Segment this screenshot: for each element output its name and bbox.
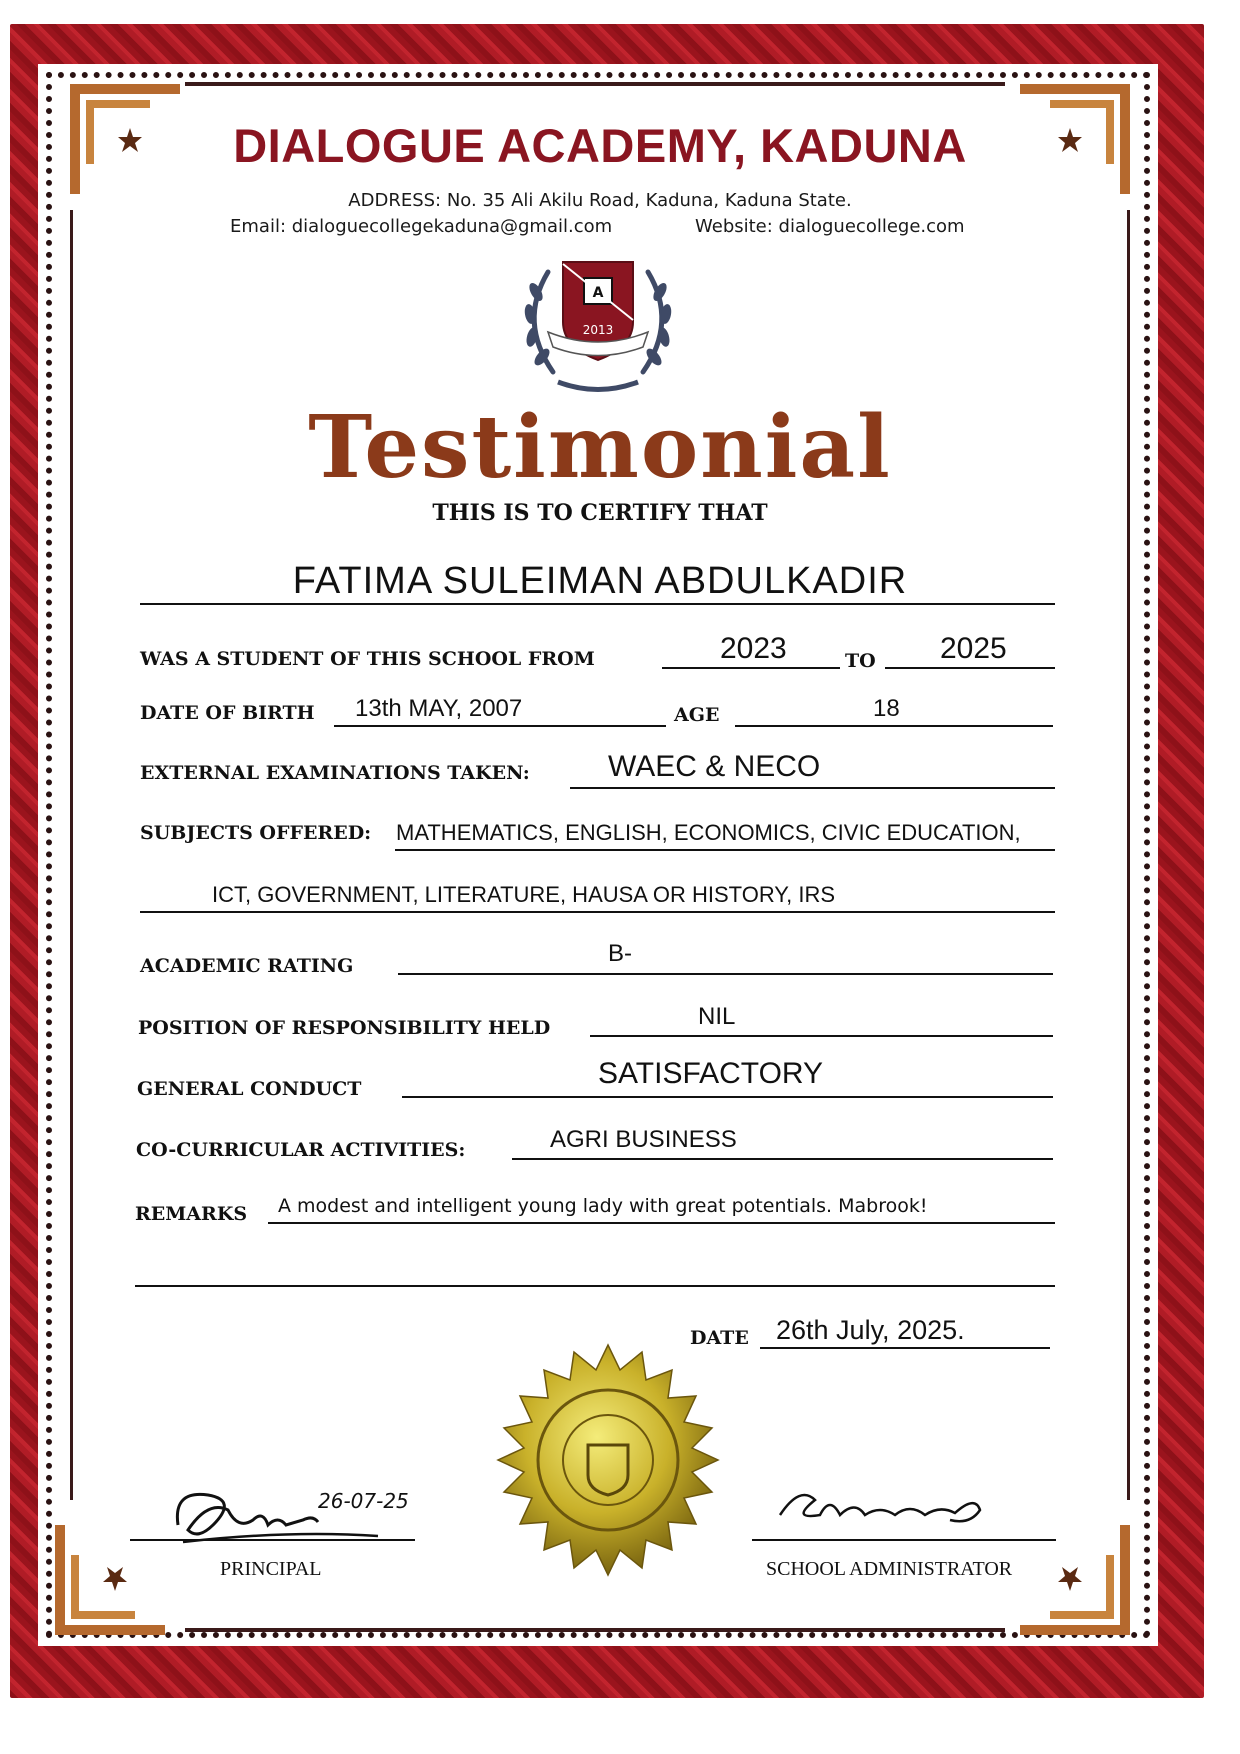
remarks-line-1	[268, 1222, 1055, 1224]
position-line	[590, 1035, 1053, 1037]
top-rule	[185, 82, 1005, 86]
crest-monogram: A	[592, 285, 604, 301]
subjects-value-line-2: ICT, GOVERNMENT, LITERATURE, HAUSA OR HISTORY, IRS	[212, 882, 836, 907]
from-year-value: 2023	[720, 632, 787, 665]
position-value: NIL	[698, 1003, 736, 1030]
administrator-signature	[770, 1475, 1000, 1535]
student-from-label: WAS A STUDENT OF THIS SCHOOL FROM	[140, 648, 595, 670]
date-value: 26th July, 2025.	[776, 1315, 965, 1345]
age-label: AGE	[674, 704, 720, 726]
to-label: TO	[845, 650, 876, 672]
corner-ornament-bottom-right	[1010, 1515, 1130, 1635]
student-name: FATIMA SULEIMAN ABDULKADIR	[292, 560, 908, 602]
admin-signature-line	[752, 1539, 1056, 1541]
dob-label: DATE OF BIRTH	[140, 702, 315, 724]
school-crest-logo	[508, 252, 688, 402]
rating-line	[398, 973, 1053, 975]
subjects-label: SUBJECTS OFFERED:	[140, 822, 372, 844]
rating-value: B-	[608, 940, 632, 967]
right-rule	[1127, 210, 1130, 1500]
remarks-line-2	[135, 1285, 1055, 1287]
student-name-line	[140, 603, 1055, 605]
bottom-rule	[185, 1628, 1005, 1632]
dob-line	[334, 725, 666, 727]
crest-year: 2013	[582, 323, 614, 337]
cocurricular-line	[512, 1158, 1053, 1160]
school-address: ADDRESS: No. 35 Ali Akilu Road, Kaduna, Kaduna State.	[348, 190, 852, 211]
cocurricular-label: CO-CURRICULAR ACTIVITIES:	[136, 1139, 466, 1161]
remarks-label: REMARKS	[135, 1203, 248, 1225]
principal-label: PRINCIPAL	[220, 1558, 322, 1580]
subjects-line-1	[395, 849, 1055, 851]
date-label: DATE	[690, 1327, 749, 1349]
principal-signature	[168, 1470, 448, 1550]
school-email: Email: dialoguecollegekaduna@gmail.com	[230, 216, 613, 237]
admin-label: SCHOOL ADMINISTRATOR	[766, 1558, 1013, 1580]
principal-signature-date: 26-07-25	[318, 1489, 409, 1513]
conduct-value: SATISFACTORY	[598, 1057, 824, 1090]
age-line	[735, 725, 1053, 727]
conduct-line	[402, 1096, 1053, 1098]
remarks-value: A modest and intelligent young lady with great potentials. Mabrook!	[278, 1195, 928, 1217]
exams-label: EXTERNAL EXAMINATIONS TAKEN:	[140, 762, 530, 784]
gold-seal	[488, 1340, 728, 1580]
certify-statement: THIS IS TO CERTIFY THAT	[432, 500, 768, 526]
to-year-line	[885, 667, 1055, 669]
dob-value: 13th MAY, 2007	[355, 695, 523, 722]
school-name: DIALOGUE ACADEMY, KADUNA	[233, 119, 967, 172]
document-title: Testimonial	[308, 397, 892, 498]
school-website: Website: dialoguecollege.com	[695, 216, 965, 237]
position-label: POSITION OF RESPONSIBILITY HELD	[138, 1017, 551, 1039]
cocurricular-value: AGRI BUSINESS	[550, 1126, 737, 1153]
conduct-label: GENERAL CONDUCT	[137, 1078, 362, 1100]
to-year-value: 2025	[940, 632, 1007, 665]
age-value: 18	[873, 695, 900, 722]
rating-label: ACADEMIC RATING	[140, 955, 354, 977]
subjects-line-2	[140, 911, 1055, 913]
from-year-line	[662, 667, 840, 669]
corner-ornament-bottom-left	[55, 1515, 175, 1635]
exams-line	[570, 787, 1055, 789]
date-line	[760, 1347, 1050, 1349]
principal-signature-line	[130, 1539, 415, 1541]
exams-value: WAEC & NECO	[608, 750, 821, 783]
subjects-value-line-1: MATHEMATICS, ENGLISH, ECONOMICS, CIVIC EDUCATION,	[396, 820, 1021, 845]
left-rule	[70, 210, 73, 1500]
